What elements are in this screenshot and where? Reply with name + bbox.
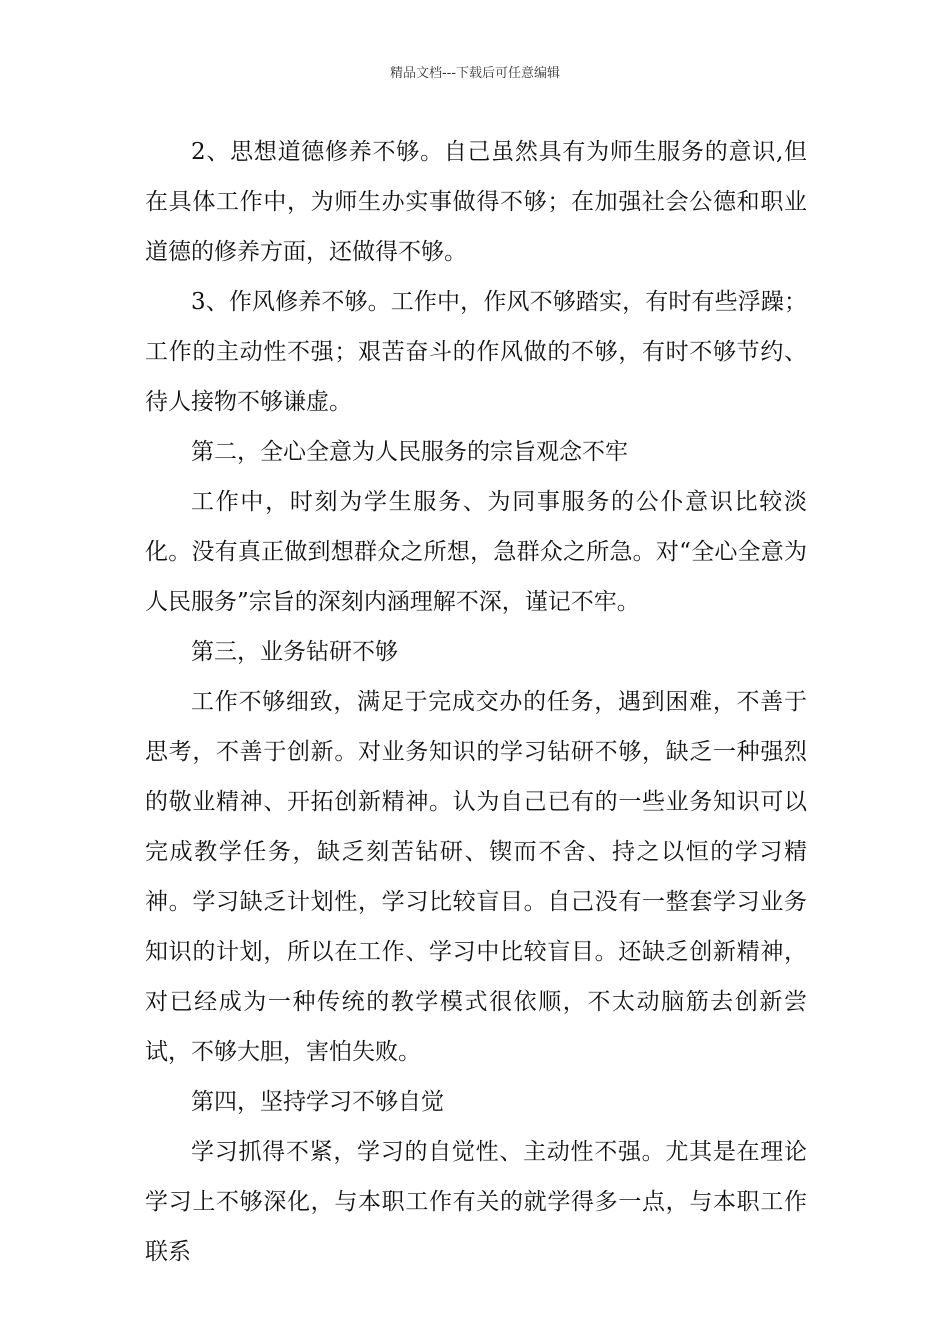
paragraph-learning-consciousness: 学习抓得不紧，学习的自觉性、主动性不强。尤其是在理论学习上不够深化，与本职工作有关的就学得多一点，与本职工作联系 (145, 1139, 807, 1265)
section-heading-3: 第三，业务钻研不够 (191, 639, 398, 665)
page-header: 精品文档---下载后可任意编辑 (389, 66, 561, 81)
paragraph-business-study: 工作不够细致，满足于完成交办的任务，遇到困难，不善于思考，不善于创新。对业务知识的学习钻研不够，缺乏一种强烈的敬业精神、开拓创新精神。认为自己已有的一些业务知识可以完成教学任务，缺乏刻苦钻研、锲而不舍、持之以恒的学习精神。学习缺乏计划性，学习比较盲目。自己没有一整套学习业务知识的计划，所以在工作、学习中比较盲目。还缺乏创新精神，对已经成为一种传统的教学模式很依顺，不太动脑筋去创新尝试，不够大胆，害怕失败。 (145, 689, 807, 1065)
document-body (145, 127, 807, 1277)
section-heading-4: 第四，坚持学习不够自觉 (191, 1089, 444, 1115)
paragraph-moral-cultivation: 2、思想道德修养不够。自己虽然具有为师生服务的意识,但在具体工作中，为师生办实事做得不够；在加强社会公德和职业道德的修养方面，还做得不够。 (145, 139, 807, 265)
paragraph-service-awareness: 工作中，时刻为学生服务、为同事服务的公仆意识比较淡化。没有真正做到想群众之所想，急群众之所急。对“全心全意为人民服务”宗旨的深刻内涵理解不深，谨记不牢。 (145, 489, 807, 615)
section-heading-2: 第二，全心全意为人民服务的宗旨观念不牢 (191, 439, 628, 465)
paragraph-work-style: 3、作风修养不够。工作中，作风不够踏实，有时有些浮躁；工作的主动性不强；艰苦奋斗的作风做的不够，有时不够节约、待人接物不够谦虚。 (145, 289, 807, 415)
